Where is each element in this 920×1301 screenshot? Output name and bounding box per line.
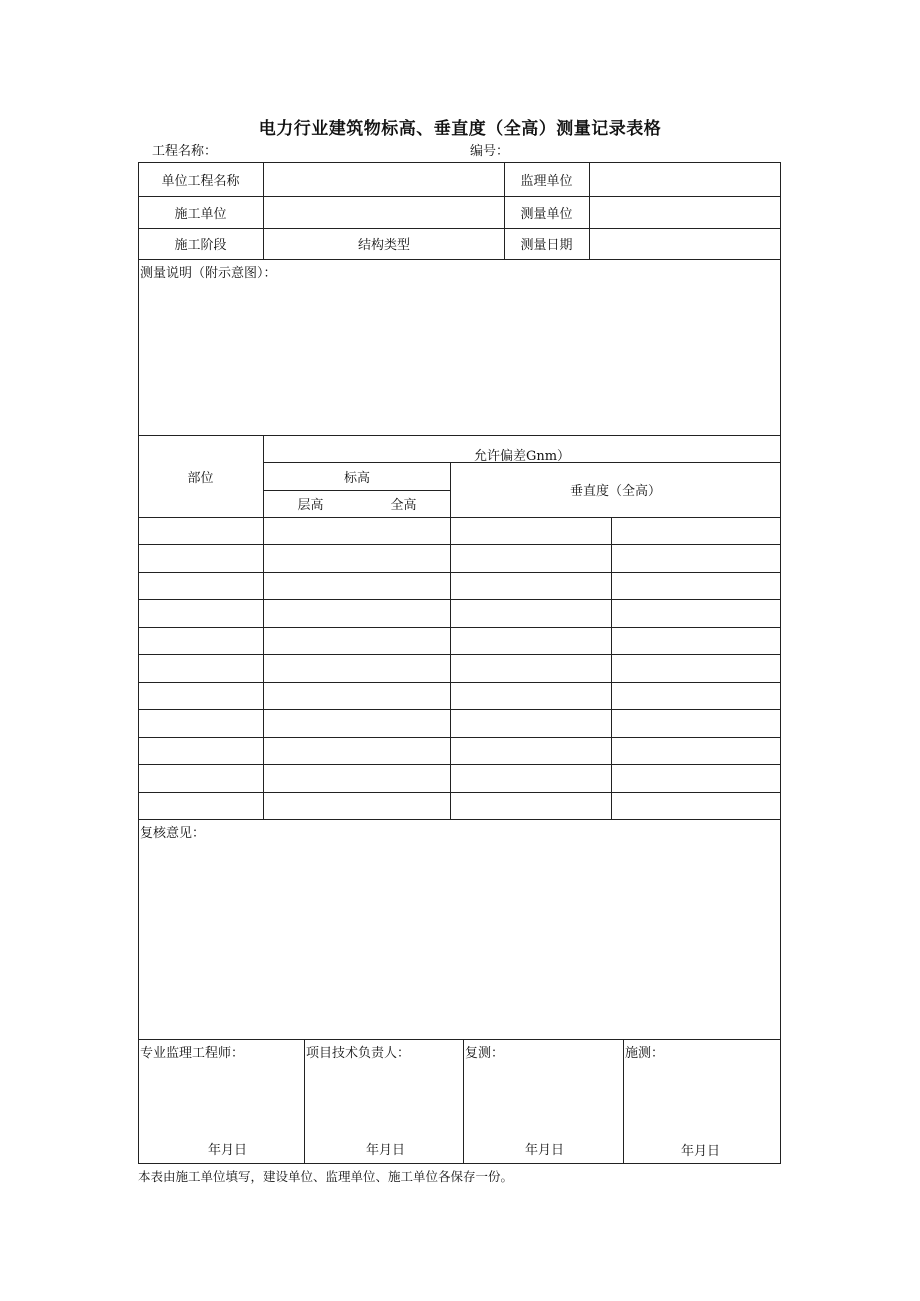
part-cell[interactable] — [139, 600, 263, 627]
part-cell[interactable] — [139, 518, 263, 544]
verticality-extra-cell[interactable] — [612, 738, 780, 764]
signature-date-tech-lead: 年月日 — [366, 1143, 406, 1158]
part-cell[interactable] — [139, 738, 263, 764]
number-label: 编号： — [470, 144, 510, 159]
elevation-cell[interactable] — [264, 573, 450, 599]
elevation-cell[interactable] — [264, 738, 450, 764]
verticality-cell[interactable] — [451, 655, 611, 682]
verticality-cell[interactable] — [451, 793, 611, 819]
signature-label-recheck: 复测： — [465, 1046, 505, 1061]
verticality-cell[interactable] — [451, 628, 611, 654]
supervision-unit-field[interactable] — [590, 162, 780, 196]
signature-label-tech-lead: 项目技术负责人： — [306, 1046, 411, 1061]
floor-height-label: 层高 — [297, 498, 324, 513]
elevation-cell[interactable] — [264, 710, 450, 737]
verticality-extra-cell[interactable] — [612, 655, 780, 682]
verticality-extra-cell[interactable] — [612, 573, 780, 599]
part-cell[interactable] — [139, 710, 263, 737]
verticality-cell[interactable] — [451, 765, 611, 792]
elevation-cell[interactable] — [264, 683, 450, 709]
verticality-label: 垂直度（全高） — [569, 484, 661, 499]
verticality-cell[interactable] — [451, 545, 611, 572]
part-cell[interactable] — [139, 655, 263, 682]
measurement-date-field[interactable] — [590, 228, 780, 259]
verticality-extra-cell[interactable] — [612, 628, 780, 654]
signature-label-surveyor: 施测： — [625, 1046, 665, 1061]
allowed-deviation-label: 允许偏差Gnm） — [473, 449, 571, 464]
elevation-cell[interactable] — [264, 518, 450, 544]
part-cell[interactable] — [139, 793, 263, 819]
elevation-cell[interactable] — [264, 655, 450, 682]
unit-project-label: 单位工程名称 — [161, 173, 240, 189]
elevation-cell[interactable] — [264, 545, 450, 572]
elevation-cell[interactable] — [264, 628, 450, 654]
verticality-cell[interactable] — [451, 683, 611, 709]
elevation-cell[interactable] — [264, 600, 450, 627]
construction-unit-field[interactable] — [264, 196, 504, 228]
verticality-cell[interactable] — [451, 710, 611, 737]
measurement-date-label: 测量日期 — [520, 238, 573, 253]
verticality-cell[interactable] — [451, 573, 611, 599]
verticality-cell[interactable] — [451, 600, 611, 627]
part-label: 部位 — [187, 470, 214, 486]
signature-date-recheck: 年月日 — [525, 1143, 565, 1158]
verticality-extra-cell[interactable] — [612, 683, 780, 709]
verticality-extra-cell[interactable] — [612, 710, 780, 737]
construction-unit-label: 施工单位 — [174, 206, 227, 222]
part-cell[interactable] — [139, 683, 263, 709]
verticality-extra-cell[interactable] — [612, 600, 780, 627]
verticality-extra-cell[interactable] — [612, 518, 780, 544]
part-cell[interactable] — [139, 573, 263, 599]
measurement-unit-label: 测量单位 — [520, 206, 573, 222]
footer-note: 本表由施工单位填写，建设单位、监理单位、施工单位各保存一份。 — [138, 1169, 514, 1184]
measurement-unit-field[interactable] — [590, 196, 780, 228]
signature-date-surveyor: 年月日 — [681, 1144, 721, 1159]
unit-project-field[interactable] — [264, 162, 504, 196]
structure-type-label: 结构类型 — [357, 238, 410, 253]
elevation-label: 标高 — [343, 470, 370, 486]
part-cell[interactable] — [139, 765, 263, 792]
verticality-extra-cell[interactable] — [612, 545, 780, 572]
review-label: 复核意见： — [140, 826, 206, 841]
elevation-cell[interactable] — [264, 793, 450, 819]
part-cell[interactable] — [139, 628, 263, 654]
project-name-label: 工程名称： — [152, 144, 218, 159]
signature-label-supervisor: 专业监理工程师： — [140, 1046, 245, 1061]
construction-stage-label: 施工阶段 — [174, 238, 227, 253]
verticality-cell[interactable] — [451, 518, 611, 544]
supervision-unit-label: 监理单位 — [520, 173, 573, 189]
elevation-cell[interactable] — [264, 765, 450, 792]
description-label: 测量说明（附示意图）： — [140, 266, 277, 281]
verticality-extra-cell[interactable] — [612, 765, 780, 792]
part-cell[interactable] — [139, 545, 263, 572]
signature-date-supervisor: 年月日 — [208, 1143, 248, 1158]
verticality-cell[interactable] — [451, 738, 611, 764]
full-height-label: 全高 — [390, 498, 417, 513]
page-title: 电力行业建筑物标高、垂直度（全高）测量记录表格 — [258, 119, 662, 139]
verticality-extra-cell[interactable] — [612, 793, 780, 819]
